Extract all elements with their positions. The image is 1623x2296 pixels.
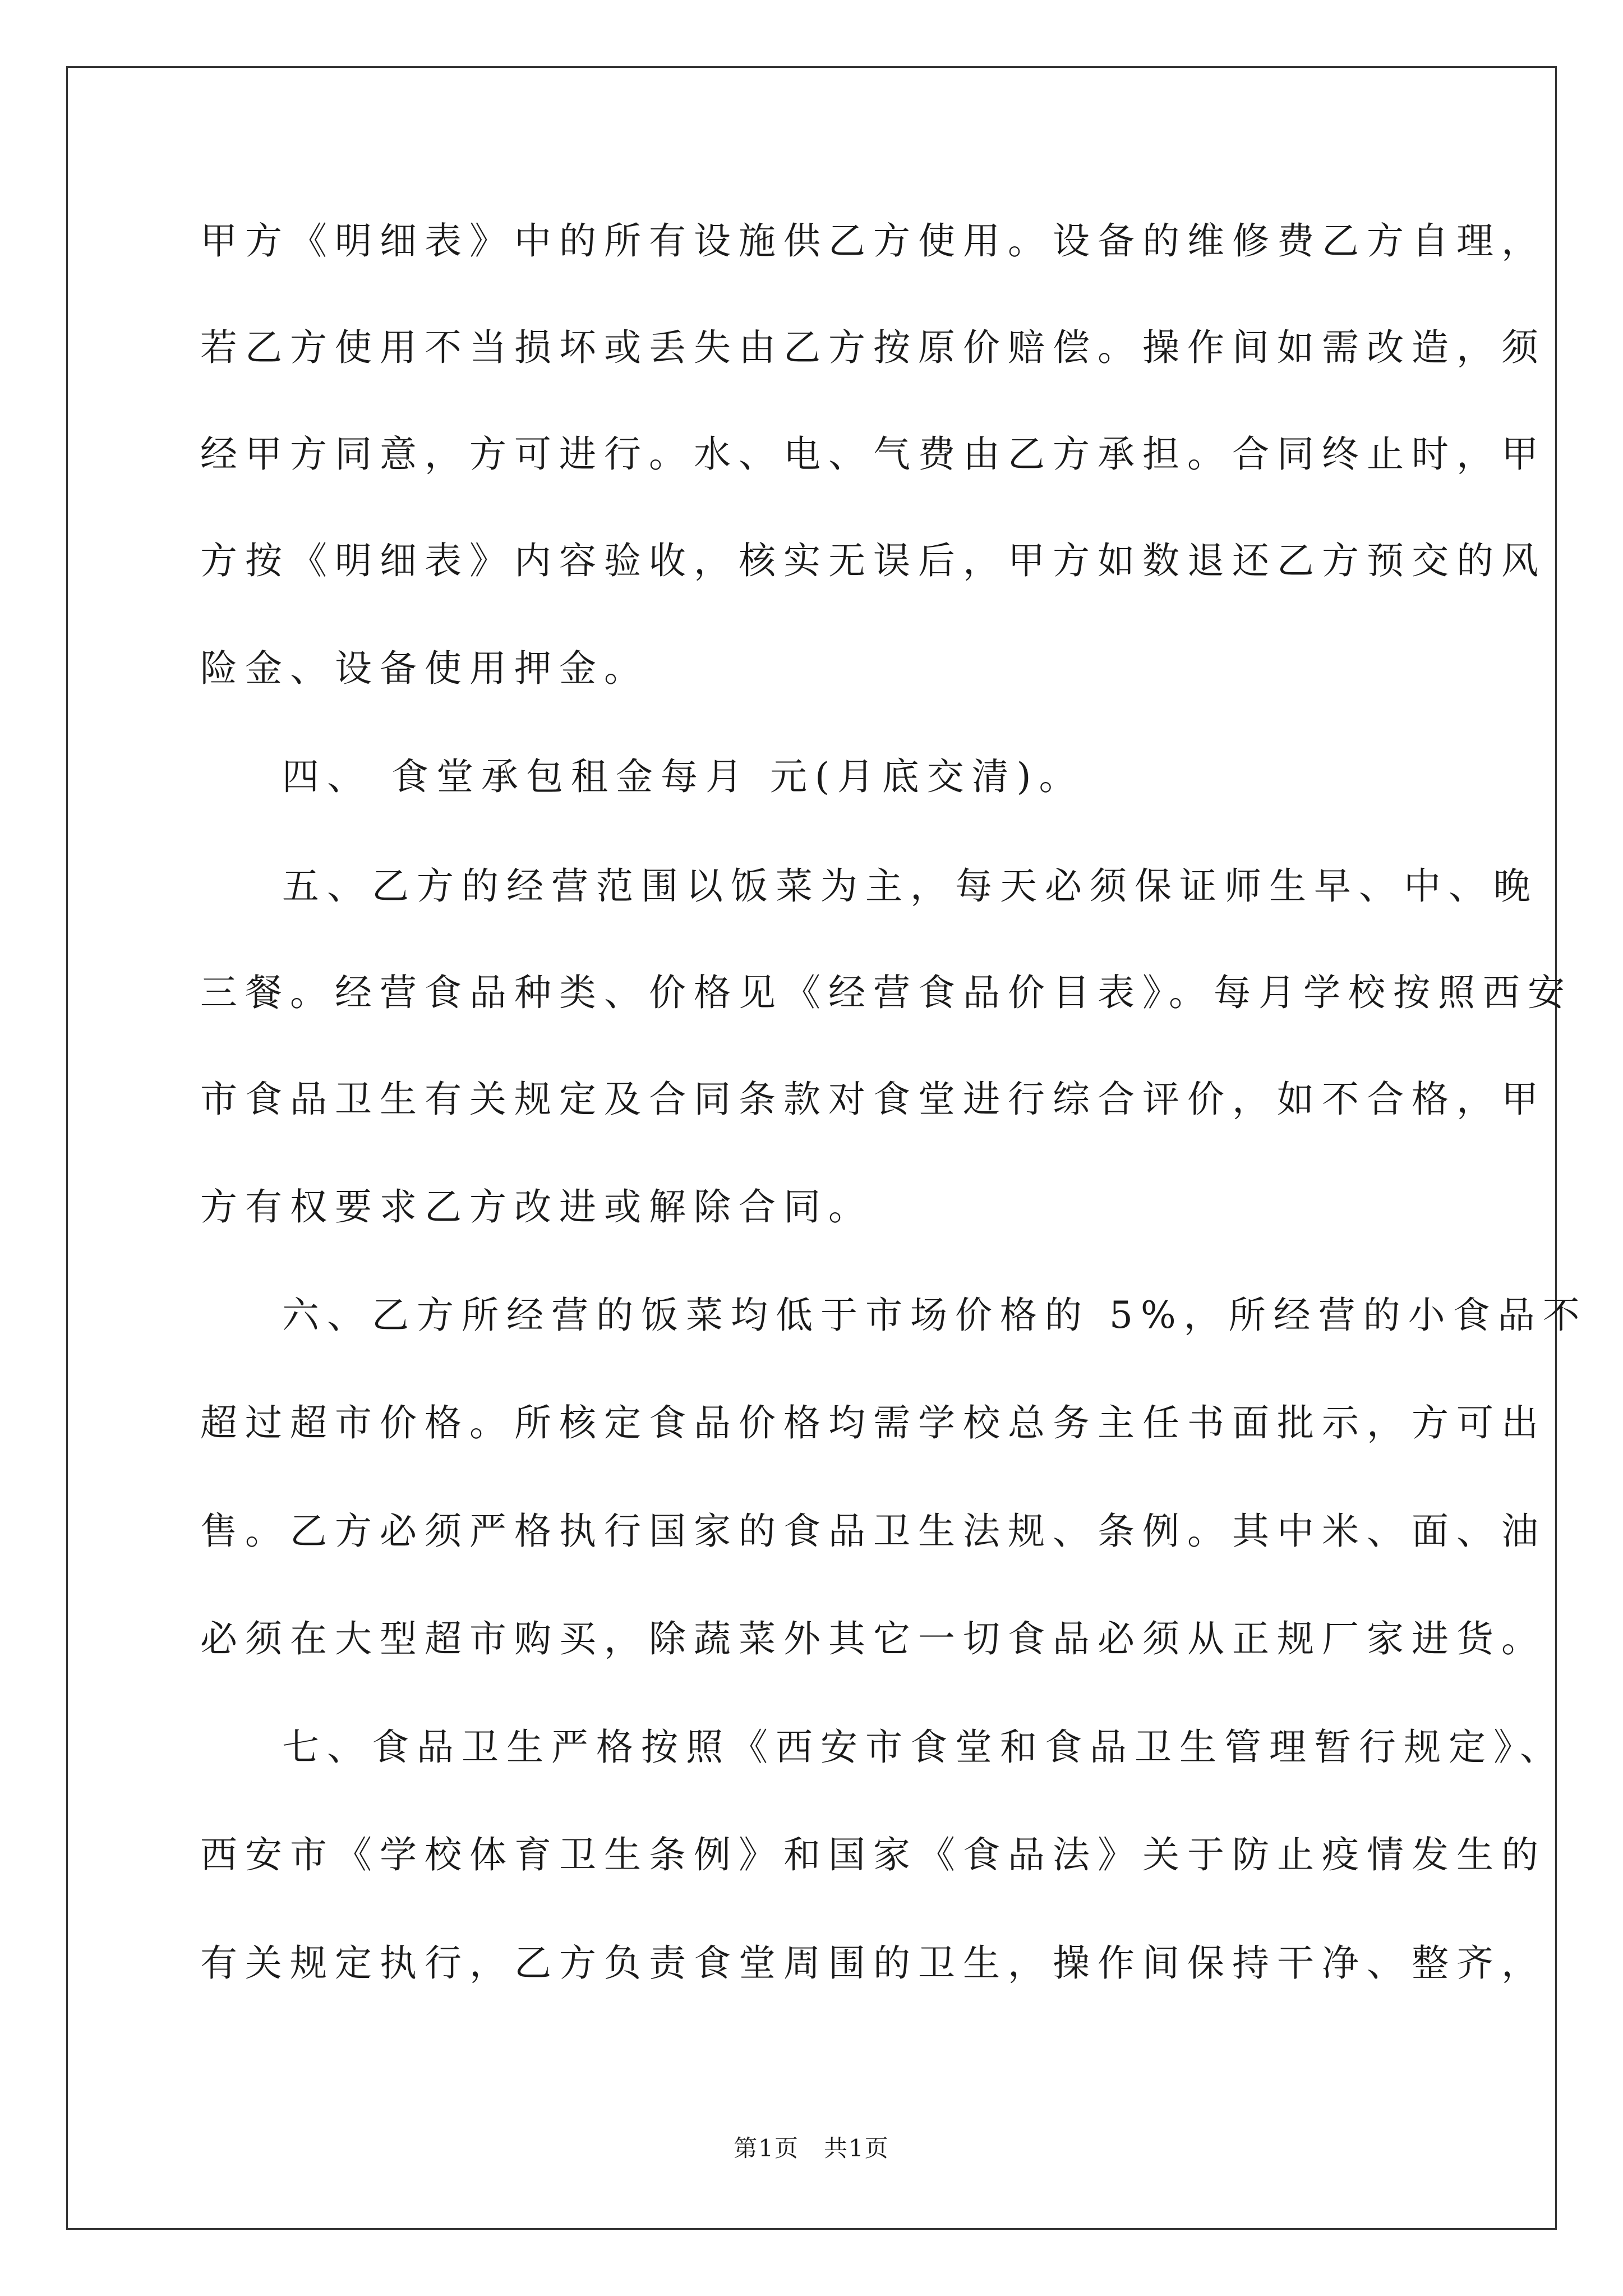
text-line: 六、乙方所经营的饭菜均低于市场价格的 5%，所经营的小食品不 [282, 1294, 1588, 1337]
text-line: 七、食品卫生严格按照《西安市食堂和食品卫生管理暂行规定》、 [282, 1726, 1565, 1769]
text-line: 方按《明细表》内容验收，核实无误后，甲方如数退还乙方预交的风 [200, 539, 1546, 582]
text-line: 有关规定执行，乙方负责食堂周围的卫生，操作间保持干净、整齐， [200, 1941, 1546, 1985]
text-line: 必须在大型超市购买，除蔬菜外其它一切食品必须从正规厂家进货。 [200, 1617, 1546, 1660]
text-line: 三餐。经营食品种类、价格见《经营食品价目表》。每月学校按照西安 [200, 971, 1573, 1014]
text-line: 市食品卫生有关规定及合同条款对食堂进行综合评价，如不合格，甲 [200, 1078, 1546, 1121]
text-line: 经甲方同意，方可进行。水、电、气费由乙方承担。合同终止时，甲 [200, 432, 1546, 476]
text-line: 西安市《学校体育卫生条例》和国家《食品法》关于防止疫情发生的 [200, 1833, 1546, 1876]
text-line: 方有权要求乙方改进或解除合同。 [200, 1185, 873, 1228]
text-line: 险金、设备使用押金。 [200, 647, 649, 690]
text-line: 五、乙方的经营范围以饭菜为主，每天必须保证师生早、中、晚 [282, 864, 1538, 908]
text-line: 售。乙方必须严格执行国家的食品卫生法规、条例。其中米、面、油 [200, 1510, 1546, 1553]
page-frame [66, 66, 1557, 2230]
text-line: 四、 食堂承包租金每月 元(月底交清)。 [282, 755, 1084, 798]
text-line: 若乙方使用不当损坏或丢失由乙方按原价赔偿。操作间如需改造，须 [200, 326, 1546, 369]
text-line: 甲方《明细表》中的所有设施供乙方使用。设备的维修费乙方自理， [200, 219, 1546, 263]
page-number-footer: 第1页 共1页 [734, 2134, 889, 2162]
text-line: 超过超市价格。所核定食品价格均需学校总务主任书面批示，方可出 [200, 1401, 1546, 1444]
